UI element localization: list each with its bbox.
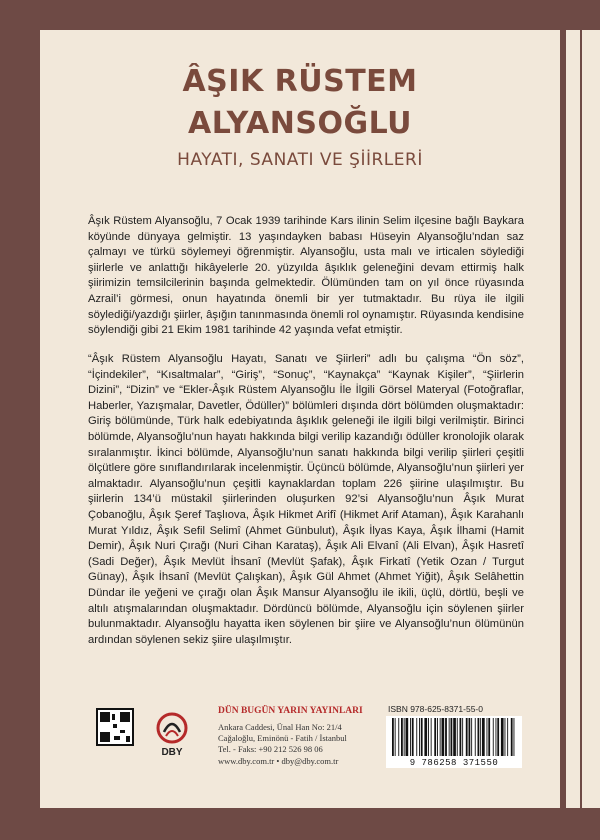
cover-divider	[580, 30, 582, 808]
book-subtitle: HAYATI, SANATI VE ŞİİRLERİ	[177, 150, 423, 170]
isbn-label: ISBN 978-625-8371-55-0	[388, 704, 483, 714]
barcode-icon	[386, 716, 522, 758]
qr-code-icon	[96, 708, 134, 746]
publisher-footer	[88, 704, 524, 774]
publisher-address-2: Cağaloğlu, Eminönü - Fatih / İstanbul	[218, 733, 347, 743]
adjacent-cover-edge	[566, 30, 600, 808]
book-title-line2: ALYANSOĞLU	[188, 106, 412, 141]
publisher-address-1: Ankara Caddesi, Ünal Han No: 21/4	[218, 722, 342, 732]
book-title-line1: ÂŞIK RÜSTEM	[182, 64, 418, 99]
logo-text: DBY	[161, 747, 183, 758]
publisher-web: www.dby.com.tr • dby@dby.com.tr	[218, 756, 339, 766]
blurb-paragraph-2: “Âşık Rüstem Alyansoğlu Hayatı, Sanatı ve Şiirleri” adlı bu çalışma “Ön söz”, “İçindekiler”, “Kısaltmalar”, “Giriş”, “Sonuç”, “Kaynakça” “Kaynak Kişiler”, “Şiirlerin Dizini”, “Dizin” ve “Ekler-Âşık Rüstem Alyansoğlu İle İlgili Görsel Materyal (Fotoğraflar, Haberler, Yazışmalar, Davetler, Ödüller)” bölümleri dışında dört bölümden oluşmaktadır: Giriş bölümünde, Türk halk edebiyatında âşıklık geleneği ile ilgili bilgi verilmiştir. Birinci bölümde, Alyansoğlu’nun hayatı hakkında bilgi verilip kazandığı ödüller kronolojik olarak sıralanmıştır. İkinci bölümde, Alyansoğlu’nun sanatı hakkında bilgi verilip şiirleri çeşitli ölçütlere göre sınıflandırılarak incelenmiştir. Üçüncü bölümde, Alyansoğlu’nun şiirleri yer almaktadır. Alyansoğlu’nun çeşitli kaynaklardan toplam 226 şiirine ulaşılmıştır. Bu şiirlerin 134’ü müstakil şiirlerinden oluşurken 92’si Alyansoğlu’nun Âşık Murat Çobanoğlu, Âşık Şeref Taşlıova, Âşık Hikmet Arifî (Hikmet Arif Ataman), Âşık Karahanlı Murat Yıldız, Âşık Sefil Selimî (Ahmet Günbulut), Âşık İlyas Kaya, Âşık İlhami (Hamit Demir), Âşık Nuri Çırağı (Nuri Cihan Karataş), Âşık Ali Elvanî (Ali Elvan), Âşık Hasretî (Sadi Değer), Âşık Mevlüt İhsanî (Mevlüt Şafak), Âşık Firkatî (Yetik Ozan / Turgut Günay), Âşık İhsanî (Mevlüt Çalışkan), Âşık Gül Ahmet (Ahmet Yiğit), Âşık Selâhettin Dündar ile yeğeni ve çırağı olan Âşık Mansur Alyansoğlu ile ikili, üçlü, dörtlü, beşli ve altılı atışmalarından oluşmaktadır. Dördüncü bölümde, Alyansoğlu için söylenen şiirler bulunmaktadır. Alyansoğlu hayatta iken söylenen bir şiire ve Alyansoğlu’nun ölümünün ardından söylenen sekiz şiire ulaşılmıştır.	[88, 353, 524, 646]
barcode-digits: 9 786258 371550	[386, 758, 522, 768]
publisher-phone: Tel. - Faks: +90 212 526 98 06	[218, 744, 323, 754]
blurb-paragraph-1: Âşık Rüstem Alyansoğlu, 7 Ocak 1939 tarihinde Kars ilinin Selim ilçesine bağlı Baykara köyünde dünyaya gelmiştir. 13 yaşındayken babası Hüseyin Alyansoğlu’ndan saz çalmayı ve türkü söylemeyi öğrenmiştir. Alyansoğlu, usta malı ve irticalen söylediği şiirlerle ve anlattığı hikâyelerle 20. yüzyılda âşıklık geleneğini devam ettirmiş halk şiirimizin temsilcilerinin başında gelmektedir. Ölümünden tam on yıl önce rüyasında Azrail’i görmesi, onun hayatında önemli bir yer tutmaktadır. Bu rüya ile ilgili söylediği/yazdığı şiirler, âşığın tanınmasında önemli rol oynamıştır. Rüyasında kendisine söylendiği gibi 21 Ekim 1981 tarihinde 42 yaşında vefat etmiştir.	[88, 215, 524, 337]
publisher-name: DÜN BUGÜN YARIN YAYINLARI	[218, 706, 363, 716]
dby-logo-icon	[150, 710, 194, 758]
